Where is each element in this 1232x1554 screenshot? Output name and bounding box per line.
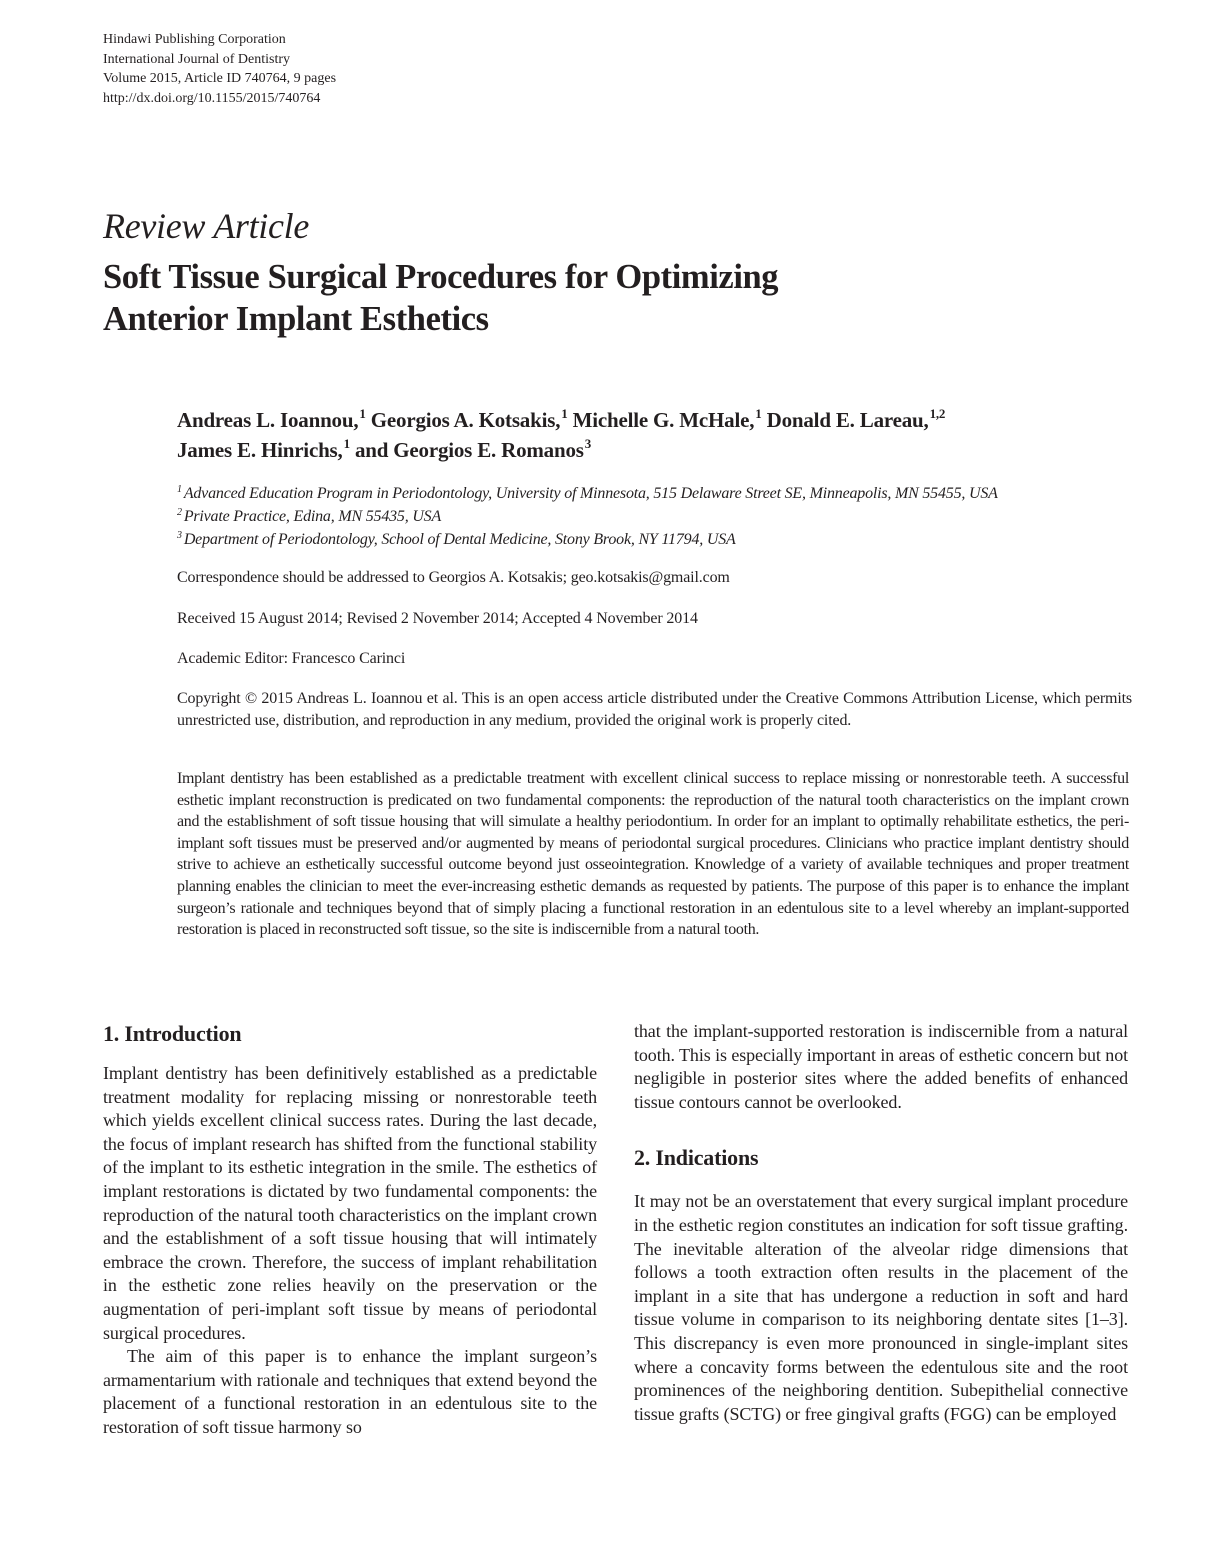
author-list <box>177 405 1137 465</box>
author-name: Donald E. Lareau, <box>766 408 929 432</box>
affiliation-number: 1 <box>177 484 182 495</box>
author <box>767 408 946 432</box>
affiliation <box>177 528 1137 551</box>
volume-info: Volume 2015, Article ID 740764, 9 pages <box>103 71 337 86</box>
title-line-2: Anterior Implant Esthetics <box>103 300 489 338</box>
affiliation-text: Private Practice, Edina, MN 55435, USA <box>183 508 442 525</box>
affiliation-text: Advanced Education Program in Periodontology, University of Minnesota, 515 Delaware Street SE, Minneapolis, MN 55455, USA <box>183 485 998 502</box>
title-line-1: Soft Tissue Surgical Procedures for Optimizing <box>103 258 779 296</box>
affiliation <box>177 505 1137 528</box>
doi-link[interactable]: http://dx.doi.org/10.1155/2015/740764 <box>103 90 321 106</box>
indications-paragraph: It may not be an overstatement that every surgical implant procedure in the esthetic region constitutes an indication for soft tissue grafting. The inevitable alteration of the alveolar ridge dimensions that follows a tooth extraction often results in the placement of the implant in a site that has undergone a reduction in soft and hard tissue volume in comparison to its neighboring dentate sites [1–3]. This discrepancy is even more pronounced in single-implant sites where a concavity forms between the edentulous site and the root prominences of the neighboring dentition. Subepithelial connective tissue grafts (SCTG) or free gingival grafts (FGG) can be employed <box>634 1191 1128 1424</box>
author <box>177 408 366 432</box>
introduction-paragraph: The aim of this paper is to enhance the implant surgeon’s armamentarium with rationale and techniques that extend beyond the placement of a functional restoration in an edentulous site to the restoration of soft tissue harmony so <box>103 1346 597 1437</box>
article-type: Review Article <box>103 206 310 246</box>
right-column <box>634 1020 1128 1426</box>
author-affiliation-mark: 1 <box>561 406 568 421</box>
affiliation <box>177 482 1137 505</box>
publication-dates: Received 15 August 2014; Revised 2 November 2014; Accepted 4 November 2014 <box>177 610 698 627</box>
author <box>355 438 591 462</box>
journal-name: International Journal of Dentistry <box>103 51 291 67</box>
author-name: and Georgios E. Romanos <box>354 438 584 462</box>
author-name: Andreas L. Ioannou, <box>177 408 359 432</box>
academic-editor: Academic Editor: Francesco Carinci <box>177 650 406 667</box>
author-name: Georgios A. Kotsakis, <box>370 408 561 432</box>
article-title <box>103 256 778 340</box>
copyright-notice: Copyright © 2015 Andreas L. Ioannou et al. This is an open access article distributed under the Creative Commons Attribution License, which permits unrestricted use, distribution, and reproduction in any medium, provided the original work is properly cited. <box>177 690 1132 729</box>
affiliation-list <box>177 482 1137 551</box>
introduction-paragraph-continued: that the implant-supported restoration is indiscernible from a natural tooth. This is especially important in areas of esthetic concern but not negligible in posterior sites where the added benefits of enhanced tissue contours cannot be overlooked. <box>634 1021 1128 1112</box>
author-name: Michelle G. McHale, <box>572 408 755 432</box>
author <box>371 408 568 432</box>
author-affiliation-mark: 1 <box>755 406 762 421</box>
author <box>177 438 350 462</box>
left-column <box>103 1020 597 1440</box>
author-affiliation-mark: 1,2 <box>929 406 946 421</box>
author-affiliation-mark: 1 <box>343 436 350 451</box>
section-heading-introduction: 1. Introduction <box>103 1021 242 1046</box>
introduction-paragraph: Implant dentistry has been definitively established as a predictable treatment modality for replacing missing or nonrestorable teeth which yields excellent clinical success rates. During the last decade, the focus of implant research has shifted from the functional stability of the implant to its esthetic integration in the smile. The esthetics of implant restorations is dictated by two fundamental components: the reproduction of the natural tooth characteristics on the implant crown and the establishment of a soft tissue housing that will intimately embrace the crown. Therefore, the success of implant rehabilitation in the esthetic zone relies heavily on the preservation or the augmentation of peri-implant soft tissue by means of periodontal surgical procedures. <box>103 1063 597 1343</box>
correspondence: Correspondence should be addressed to Georgios A. Kotsakis; geo.kotsakis@gmail.com <box>177 569 730 586</box>
abstract: Implant dentistry has been established as a predictable treatment with excellent clinical success to replace missing or nonrestorable teeth. A successful esthetic implant reconstruction is predicated on two fundamental components: the reproduction of the natural tooth characteristics on the implant crown and the establishment of soft tissue housing that will simulate a healthy periodontium. In order for an implant to optimally rehabilitate esthetics, the peri-implant soft tissues must be preserved and/or augmented by means of periodontal surgical procedures. Clinicians who practice implant dentistry should strive to achieve an esthetically successful outcome beyond just osseointegration. Knowledge of a variety of available techniques and proper treatment planning enables the clinician to meet the ever-increasing esthetic demands as requested by patients. The purpose of this paper is to enhance the implant surgeon’s rationale and techniques beyond that of simply placing a functional restoration in an edentulous site to a level whereby an implant-supported restoration is placed in reconstructed soft tissue, so the site is indiscernible from a natural tooth. <box>177 770 1129 939</box>
publisher-name: Hindawi Publishing Corporation <box>103 32 286 47</box>
affiliation-number: 2 <box>177 507 182 518</box>
author-name: James E. Hinrichs, <box>177 438 343 462</box>
author-affiliation-mark: 3 <box>584 436 592 451</box>
author <box>573 408 762 432</box>
author-affiliation-mark: 1 <box>359 406 366 421</box>
journal-masthead <box>103 30 336 108</box>
affiliation-text: Department of Periodontology, School of Dental Medicine, Stony Brook, NY 11794, USA <box>183 531 736 548</box>
affiliation-number: 3 <box>177 530 182 541</box>
section-heading-indications: 2. Indications <box>634 1145 759 1171</box>
